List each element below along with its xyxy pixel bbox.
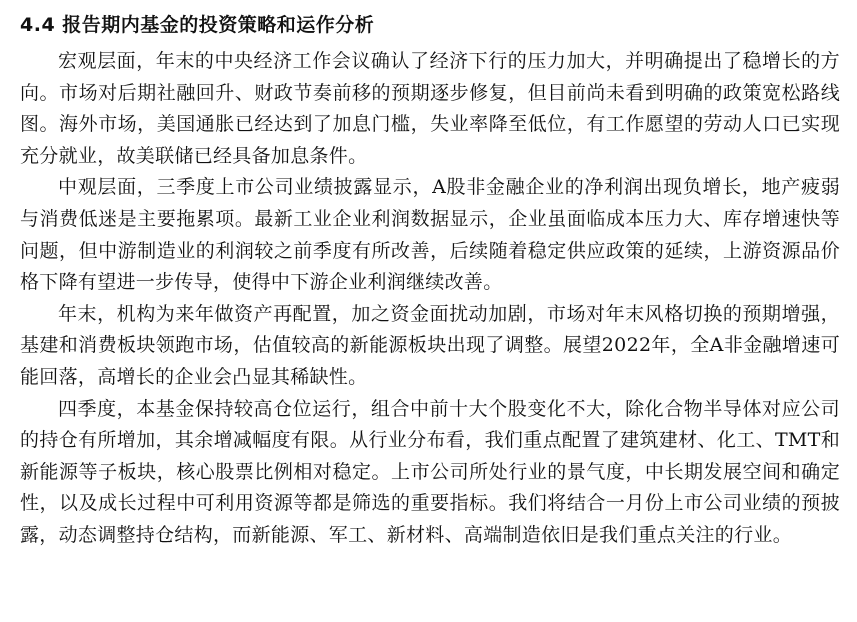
paragraph-meso: 中观层面，三季度上市公司业绩披露显示，A股非金融企业的净利润出现负增长，地产疲弱与消费低迷是主要拖累项。最新工业企业利润数据显示，企业虽面临成本压力大、库存增速快等问题，但中游制造业的利润较之前季度有所改善，后续随着稳定供应政策的延续，上游资源品价格下降有望进一步传导，使得中下游企业利润继续改善。 bbox=[20, 176, 840, 294]
document-body bbox=[20, 46, 840, 552]
paragraph-q4-operations: 四季度，本基金保持较高仓位运行，组合中前十大个股变化不大，除化合物半导体对应公司的持仓有所增加，其余增减幅度有限。从行业分布看，我们重点配置了建筑建材、化工、TMT和新能源等子板块，核心股票比例相对稳定。上市公司所处行业的景气度，中长期发展空间和确定性，以及成长过程中可利用资源等都是筛选的重要指标。我们将结合一月份上市公司业绩的预披露，动态调整持仓结构，而新能源、军工、新材料、高端制造依旧是我们重点关注的行业。 bbox=[20, 397, 840, 546]
paragraph-year-end: 年末，机构为来年做资产再配置，加之资金面扰动加剧，市场对年末风格切换的预期增强，基建和消费板块领跑市场，估值较高的新能源板块出现了调整。展望2022年，全A非金融增速可能回落，高增长的企业会凸显其稀缺性。 bbox=[20, 302, 840, 388]
paragraph-macro: 宏观层面，年末的中央经济工作会议确认了经济下行的压力加大，并明确提出了稳增长的方向。市场对后期社融回升、财政节奏前移的预期逐步修复，但目前尚未看到明确的政策宽松路线图。海外市场，美国通胀已经达到了加息门槛，失业率降至低位，有工作愿望的劳动人口已实现充分就业，故美联储已经具备加息条件。 bbox=[20, 50, 840, 167]
section-heading: 4.4 报告期内基金的投资策略和运作分析 bbox=[20, 14, 375, 36]
